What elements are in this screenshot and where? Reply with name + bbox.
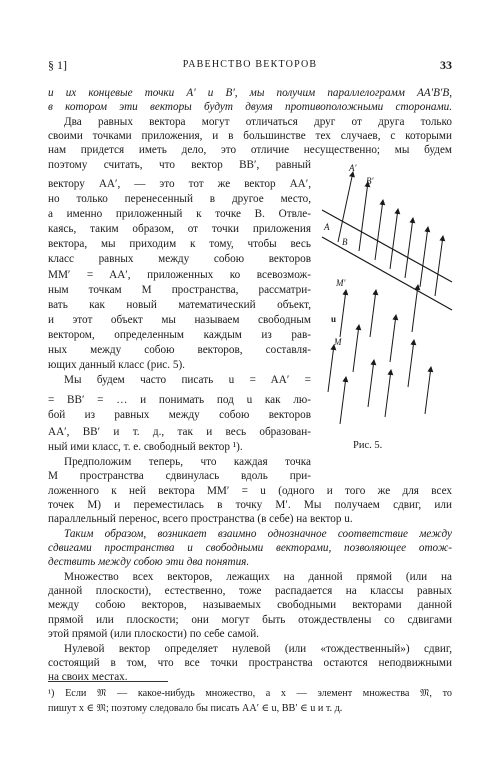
text-line: точек M) и переместилась в точку M′. Мы получаем сдвиг, или [48,499,452,511]
text-line: вектора, мы приходим к тому, чтобы весь [48,238,311,250]
text-line: поэтому считать, что вектор BB′, равный [48,159,311,171]
label-b: B [342,237,348,247]
vector-arrow [412,285,418,332]
footnote-rule [48,681,168,682]
vector-arrow [390,315,396,362]
figure-5 [320,162,455,432]
text-line: Множество всех векторов, лежащих на данной прямой (или на [64,571,452,583]
text-line: прямой или плоскости; они могут быть отождествлены со сдвигами [48,614,452,626]
vector-aa-prime [338,172,353,242]
text-line: бой из равных между собою векторов [48,409,311,421]
text-line: M пространства сдвинулась вдоль при- [48,470,311,482]
text-line: параллельный перенос, всего пространства (в себе) на вектор u. [48,513,353,525]
section-number: § 1] [48,58,67,72]
text-line: Нулевой вектор определяет нулевой (или «тождественный») сдвиг, [64,643,452,655]
vector-arrow [408,340,414,387]
text-line: но только перенесенный в другое место, [48,193,311,205]
text-line: и этот объект мы называем свободным [48,314,311,326]
label-m: M [334,337,342,347]
label-b-prime: B′ [366,176,374,186]
line-through-a-b [322,237,452,310]
text-line: каясь, таким образом, от точки приложения [48,223,311,235]
text-line: и их концевые точки A′ и B′, мы получим параллелограмм AA′B′B, [48,87,452,99]
text-line: этой прямой (или плоскости) по себе самой. [48,628,259,640]
text-line: MM′ = AA′, приложенных ко всевозмож- [48,269,311,281]
vector-class-free [328,285,431,424]
vector-arrow [385,370,391,417]
text-line: нам придется иметь дело, это отличие несущественно; мы будем [48,144,452,156]
text-line: класс равных между собою векторов [48,253,311,265]
text-line: Два равных вектора могут отличаться друг от друга только [64,116,452,128]
vector-arrow [370,290,376,337]
text-line: ных между собою векторов, составля- [48,344,311,356]
text-line: состоящий в том, что все точки пространства остаются неподвижными [48,657,452,669]
vector-class-ab [338,172,443,296]
vector-arrow [405,218,413,278]
text-line: вектором, определенным каждым из рав- [48,329,311,341]
vector-bb-prime [359,182,368,251]
label-a-prime: A′ [349,163,357,173]
running-title: РАВЕНСТВО ВЕКТОРОВ [182,59,318,70]
vector-arrow [435,236,443,296]
vector-arrow [328,345,334,392]
vector-arrow [368,360,374,407]
text-line: вектору AA′, — это тот же вектор AA′, [48,178,311,190]
text-line: ный ими класс, т. е. свободный вектор ¹). [48,441,243,453]
vector-arrow [390,209,398,269]
vector-arrow [353,325,359,372]
label-u: u [331,314,337,324]
text-line: сдвигами пространства и свободными векторами, позволяющее отож- [48,542,452,554]
text-line: ным точкам M пространства, рассматри- [48,284,311,296]
page-number: 33 [440,58,452,72]
text-line: данной плоскости), естественно, тоже распадается на классы равных [48,585,452,597]
text-line: на своих местах. [48,671,128,683]
text-line: а именно приложенный к точке B. Отвле- [48,208,311,220]
label-a: A [324,222,330,232]
text-line: дествить между собою эти два понятия. [48,556,250,568]
vector-mm-prime [340,290,346,337]
vector-arrow [425,367,431,414]
text-line: в котором эти векторы будут двумя противоположными сторонами. [48,101,452,113]
text-line: между собою векторов, называемых свободными векторами данной [48,599,452,611]
text-line: ложенного к ней вектора MM′ = u (одного и того же для всех [48,485,452,497]
text-line: AA′, BB′ и т. д., так и весь образован- [48,426,311,438]
text-line: ющих данный класс (рис. 5). [48,359,185,371]
vector-arrow [340,377,346,424]
text-line: Таким образом, возникает взаимно однозначное соответствие между [64,528,452,540]
vector-arrow [420,227,428,287]
running-header [48,58,452,74]
text-line: своими точками приложения, и в большинстве тех случаев, с которыми [48,130,452,142]
footnote-line: пишут x ∈ 𝔐; поэтому следовало бы писать AA′ ∈ u, BB′ ∈ u и т. д. [48,703,343,714]
text-line: = BB′ = … и понимать под u как лю- [48,394,311,406]
text-line: Предположим теперь, что каждая точка [64,456,311,468]
text-line: Мы будем часто писать u = AA′ = [64,374,311,386]
vector-arrow [375,200,383,260]
text-line: вать как новый математический объект, [48,299,311,311]
figure-caption: Рис. 5. [353,440,383,451]
label-m-prime: M′ [336,278,346,288]
footnote-line: ¹) Если 𝔐 — какое-нибудь множество, а x — элемент множества 𝔐, то [48,688,452,699]
